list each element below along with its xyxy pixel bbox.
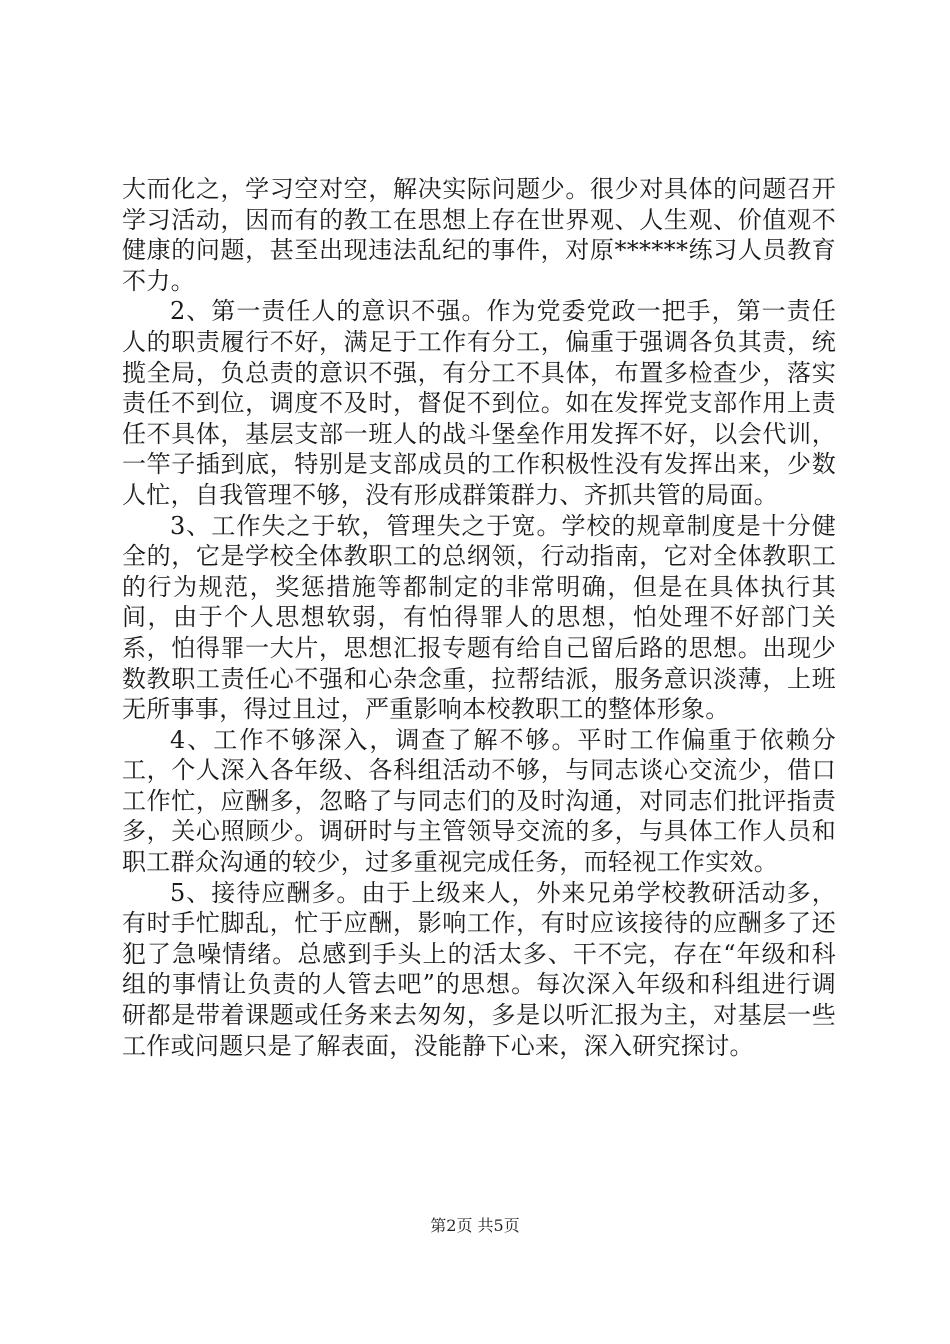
page-number-footer: 第2页 共5页 (430, 1216, 520, 1235)
paragraph-item-5: 5、接待应酬多。由于上级来人，外来兄弟学校教研活动多，有时手忙脚乱，忙于应酬，影响工作，有时应该接待的应酬多了还犯了急噪情绪。总感到手头上的活太多、干不完，存在“年级和科组的事情让负责的人管去吧”的思想。每次深入年级和科组进行调研都是带着课题或任务来去匆匆，多是以听汇报为主，对基层一些工作或问题只是了解表面，没能静下心来，深入研究探讨。 (122, 878, 836, 1060)
paragraph-continuation: 大而化之，学习空对空，解决实际问题少。很少对具体的问题召开学习活动，因而有的教工在思想上存在世界观、人生观、价值观不健康的问题，甚至出现违法乱纪的事件，对原******练习人员教育不力。 (122, 175, 836, 295)
body-text (122, 174, 836, 1061)
paragraph-item-4: 4、工作不够深入，调查了解不够。平时工作偏重于依赖分工，个人深入各年级、各科组活动不够，与同志谈心交流少，借口工作忙，应酬多，忽略了与同志们的及时沟通，对同志们批评指责多，关心照顾少。调研时与主管领导交流的多，与具体工作人员和职工群众沟通的较少，过多重视完成任务，而轻视工作实效。 (122, 725, 836, 877)
paragraph-item-3: 3、工作失之于软，管理失之于宽。学校的规章制度是十分健全的，它是学校全体教职工的总纲领，行动指南，它对全体教职工的行为规范，奖惩措施等都制定的非常明确，但是在具体执行其间，由于个人思想软弱，有怕得罪人的思想，怕处理不好部门关系，怕得罪一大片，思想汇报专题有给自己留后路的思想。出现少数教职工责任心不强和心杂念重，拉帮结派，服务意识淡薄，上班无所事事，得过且过，严重影响本校教职工的整体形象。 (122, 511, 836, 724)
paragraph-item-2: 2、第一责任人的意识不强。作为党委党政一把手，第一责任人的职责履行不好，满足于工作有分工，偏重于强调各负其责，统揽全局，负总责的意识不强，有分工不具体，布置多检查少，落实责任不到位，调度不及时，督促不到位。如在发挥党支部作用上责任不具体，基层支部一班人的战斗堡垒作用发挥不好，以会代训，一竿子插到底，特别是支部成员的工作积极性没有发挥出来，少数人忙，自我管理不够，没有形成群策群力、齐抓共管的局面。 (122, 297, 836, 509)
